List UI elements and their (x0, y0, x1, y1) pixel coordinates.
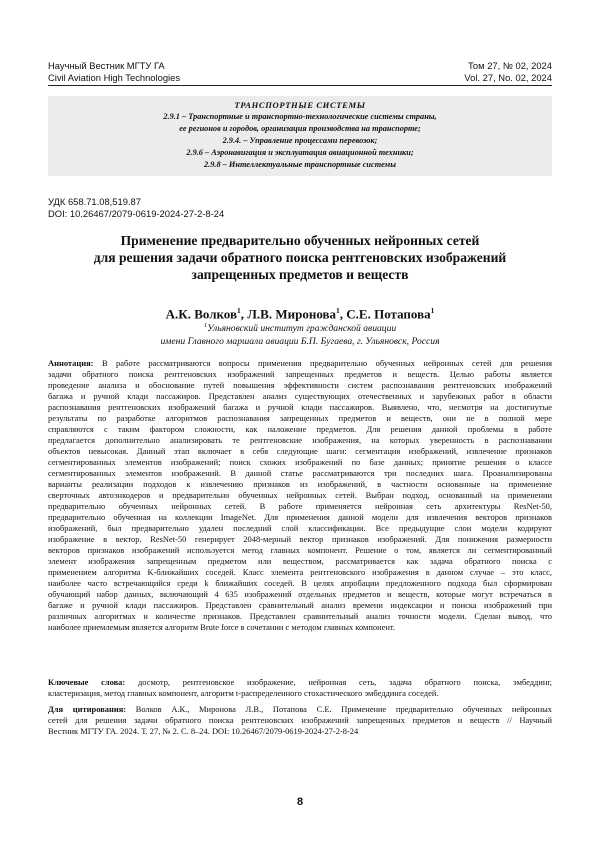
author-name: А.К. Волков (165, 306, 237, 322)
author-separator: , (339, 306, 347, 322)
keywords-line: кластеризация, метод главных компонент, алгоритм t-распределенного стохастического эмбеддинга соседей. (48, 688, 439, 698)
abstract-line: багаже и ручной клади пассажиров. Представлен сравнительный анализ времени индексации и поиска изображений при (48, 600, 552, 610)
abstract-line: применением алгоритма K-ближайших соседей. Класс элемента рентгеновского изображения в данном случае – это класс, (48, 567, 552, 577)
title-line: запрещенных предметов и веществ (191, 267, 409, 282)
section-line: 2.9.8 – Интеллектуальные транспортные системы (204, 160, 396, 169)
abstract-line: распознавания рентгеновских изображений багажа и ручной клади пассажиров. Выявлено, что, несмотря на достигнутые (48, 402, 552, 412)
volume-en: Vol. 27, No. 02, 2024 (464, 72, 552, 83)
abstract-line: элемент изображения запрещенным предметом или веществом, рассматривается как задача обратного поиска с (48, 556, 552, 566)
citation-line: Вестник МГТУ ГА. 2024. Т. 27, № 2. С. 8–24. DOI: 10.26467/2079-0619-2024-27-2-8-24 (48, 726, 359, 736)
abstract-line: В работе рассматриваются вопросы применения предварительно обученных нейронных сетей для решения (93, 358, 552, 368)
abstract-line: векторов признаков изображений используется метод главных компонент. Решение о том, является ли сегментированный (48, 545, 552, 555)
abstract-line: сегментированных элементов изображений; поиск схожих изображений по базе данных; принятие решения о классе (48, 457, 552, 467)
section-box (48, 96, 552, 176)
abstract-line: варианты реализации подходов к извлечению признаков из изображений, в частности основанные на применение (48, 479, 552, 489)
identifiers (48, 196, 224, 220)
abstract-line: сегментированных элементов изображений. В данной статье рассматриваются три последних шага. Проанализированы (48, 468, 552, 478)
affiliation-line: Ульяновский институт гражданской авиации (207, 323, 397, 335)
citation-label: Для цитирования: (48, 704, 127, 714)
author-separator: , (240, 306, 248, 322)
keywords-line: досмотр, рентгеновское изображение, нейронная сеть, задача обратного поиска, эмбеддинг, (125, 677, 552, 687)
abstract-line: наиболее часто встречающийся среди k ближайших соседей. В целях апробации предложенного подхода был сформирован (48, 578, 552, 588)
abstract-line: предлагается дополнительно анализировать те рентгеновские изображения, на которых уверенность в распознавании (48, 435, 552, 445)
abstract-line: задачи обратного поиска рентгеновских изображений запрещенных предметов и веществ. Целью работы является (48, 369, 552, 379)
author-name: С.Е. Потапова (346, 306, 431, 322)
udk-code: УДК 658.71.08,519.87 (48, 196, 141, 207)
author-affil-mark: 1 (237, 306, 241, 315)
abstract-line: справляются с таким фактором сложности, как наложение предметов. Для решения данной проблемы в работе (48, 424, 552, 434)
journal-name-ru: Научный Вестник МГТУ ГА (48, 60, 165, 71)
citation-line: Волков А.К., Миронова Л.В., Потапова С.Е. Применение предварительно обученных нейронных (126, 704, 553, 714)
author-affil-mark: 1 (336, 306, 340, 315)
abstract-line: багажа и ручной клади пассажиров. Представлен анализ существующих отечественных и зарубежных работ в области (48, 391, 552, 401)
abstract-line: наиболее приемлемым является алгоритм Brute force в сочетании с методом главных компонент. (48, 622, 396, 632)
keywords-label: Ключевые слова: (48, 677, 126, 687)
section-line: 2.9.6 – Аэронавигация и эксплуатация авиационной техники; (186, 148, 414, 157)
affiliation-mark: 1 (203, 322, 208, 329)
abstract-line: обучающий набор данных, включающий 4 635 изображений отдельных предметов и веществ, которые могут встречаться в (48, 589, 552, 599)
abstract-label: Аннотация: (48, 358, 94, 368)
title-line: для решения задачи обратного поиска рентгеновских изображений (93, 250, 507, 265)
citation (48, 704, 552, 737)
affiliation-line: имени Главного маршала авиации Б.П. Бугаева, г. Ульяновск, Россия (160, 336, 440, 348)
abstract-line: сверточных автоэнкодеров и предварительно обученных нейронных сетей. Выбран подход, основанный на применении (48, 490, 552, 500)
abstract-line: различных алгоритмах и количестве признаков. Представлен сравнительный анализ точности модели. Сделан вывод, что (48, 611, 552, 621)
article-title (48, 232, 552, 283)
abstract-line: предварительно обученных нейронных сетей. В работе применяется нейронная сеть архитектуры ResNet-50, (48, 501, 552, 511)
section-line: ее регионов и городов, организация производства на транспорте; (179, 124, 421, 133)
abstract (48, 358, 552, 633)
section-line: 2.9.4. – Управление процессами перевозок; (222, 136, 378, 145)
author-affil-mark: 1 (430, 306, 435, 315)
citation-line: сетей для решения задачи обратного поиска рентгеновских изображений запрещенных предметов и веществ // Научный (48, 715, 552, 725)
author-name: Л.В. Миронова (247, 306, 337, 322)
affiliation (48, 319, 552, 348)
abstract-line: изображений, был предварительно удален последний слой классификации. Все предыдущие слои модели кодируют (48, 523, 552, 533)
doi-link[interactable]: DOI: 10.26467/2079-0619-2024-27-2-8-24 (48, 208, 225, 219)
abstract-line: проведение анализа и обоснование путей повышения эффективности систем распознавания рентгеновских изображений (48, 380, 552, 390)
abstract-line: изображение в вектор. ResNet-50 генерирует 2048-мерный вектор признаков изображений. Для понижения размерности (48, 534, 552, 544)
header-divider (48, 85, 552, 86)
section-line: 2.9.1 – Транспортные и транспортно-технологические системы страны, (163, 112, 437, 121)
keywords (48, 677, 552, 699)
abstract-line: предварительно обученная на коллекции ImageNet. Для применения данной модели для извлечения векторов признаков (48, 512, 552, 522)
title-line: Применение предварительно обученных нейронных сетей (120, 233, 480, 248)
volume-ru: Том 27, № 02, 2024 (467, 60, 552, 71)
abstract-line: результаты по разработке алгоритмов распознавания запрещенных предметов и веществ, они не в полной мере (48, 413, 552, 423)
page-number: 8 (296, 796, 304, 808)
section-title: ТРАНСПОРТНЫЕ СИСТЕМЫ (234, 100, 366, 110)
journal-name-en: Civil Aviation High Technologies (48, 72, 181, 83)
abstract-line: объектов невысокая. Данный этап включает в себя следующие шаги: сегментация изображений, извлечение признаков (48, 446, 552, 456)
running-header (48, 60, 552, 84)
